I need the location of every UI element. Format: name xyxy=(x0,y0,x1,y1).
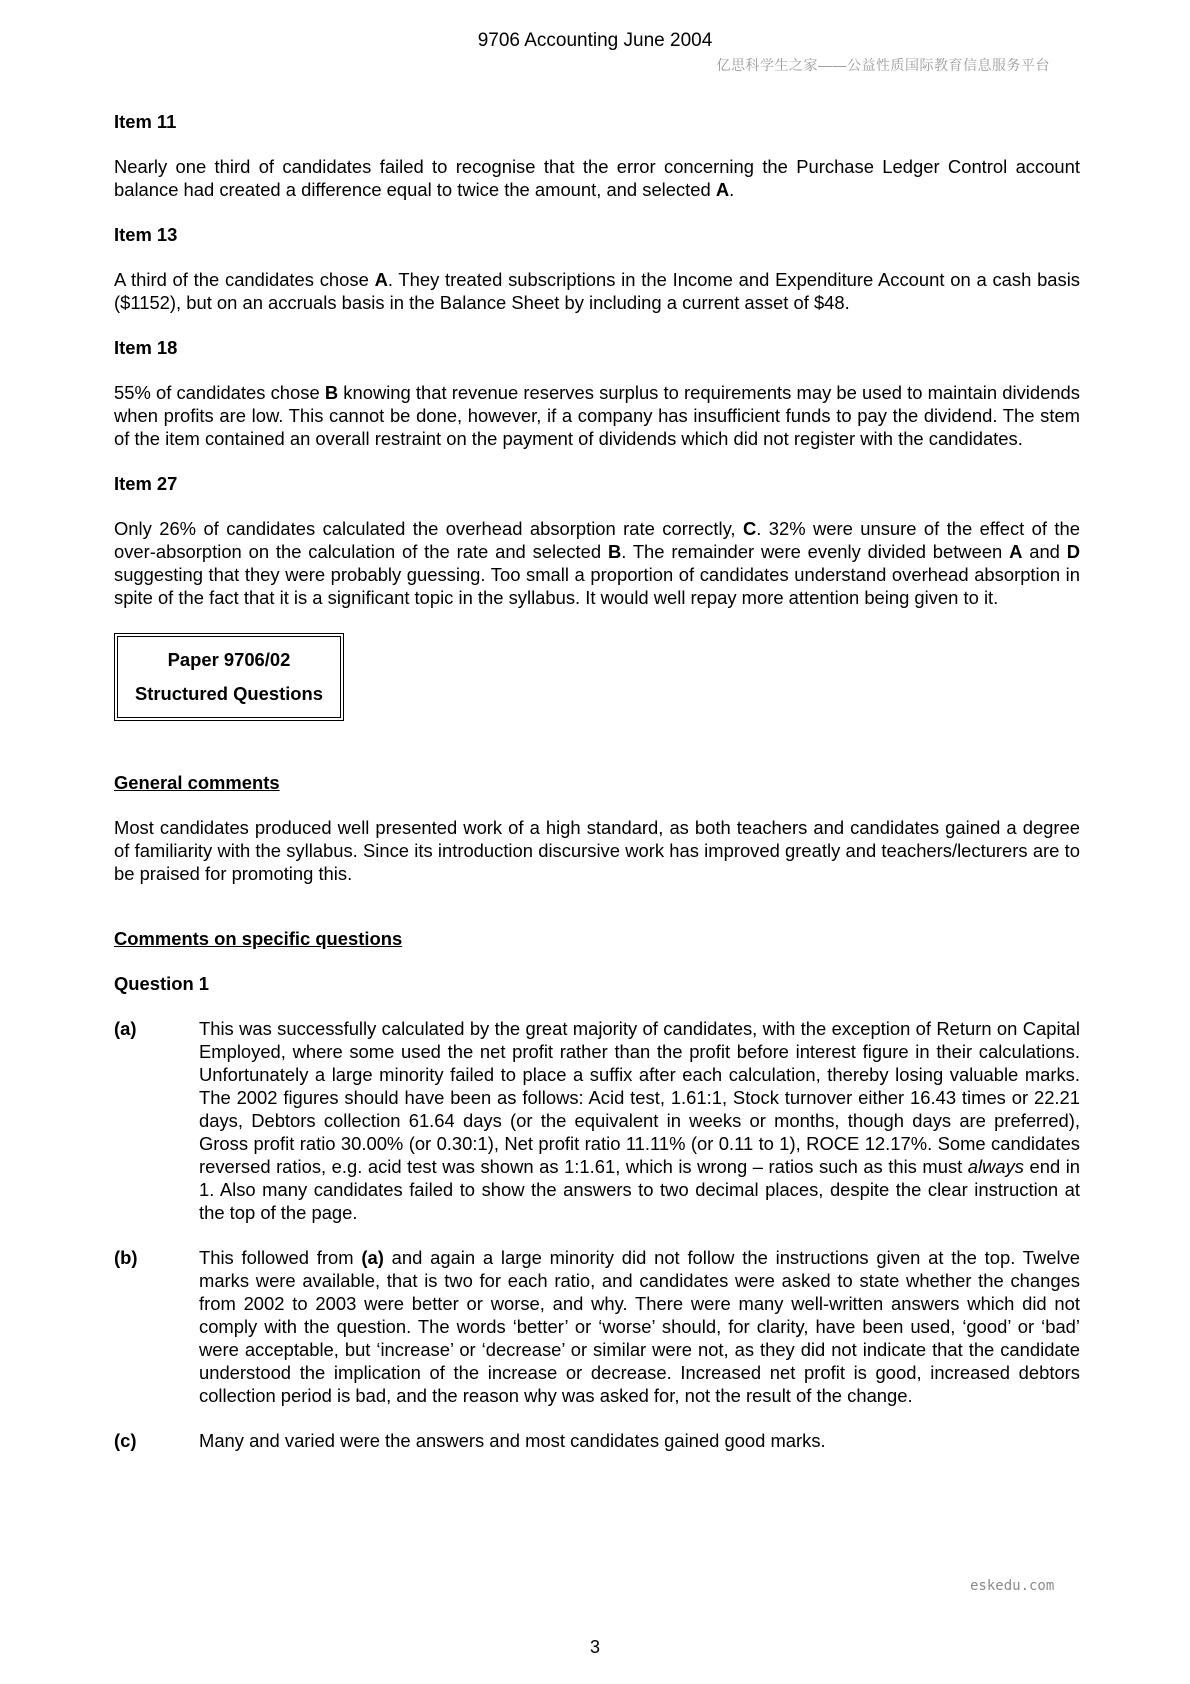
page-header-subtitle: 亿思科学生之家——公益性质国际教育信息服务平台 xyxy=(716,57,1050,73)
document-body xyxy=(114,110,1080,1474)
part-label: (b) xyxy=(114,1247,138,1268)
item-text: Nearly one third of candidates failed to recognise that the error concerning the Purchase Ledger Control account balance had created a difference equal to twice the amount, and selected A. xyxy=(114,156,1080,200)
general-comments-heading: General comments xyxy=(114,772,280,793)
paper-title-box xyxy=(114,633,344,721)
item-heading: Item 18 xyxy=(114,337,178,358)
part-label: (c) xyxy=(114,1430,137,1451)
specific-comments-heading: Comments on specific questions xyxy=(114,928,403,949)
item-heading: Item 11 xyxy=(114,111,177,132)
general-comments-text: Most candidates produced well presented work of a high standard, as both teachers and candidates gained a degree of familiarity with the syllabus. Since its introduction discursive work has improved greatly and teachers/lecturers are to be praised for promoting this. xyxy=(114,817,1080,884)
question-part-b xyxy=(114,1246,1080,1407)
paper-box-wrapper xyxy=(114,633,1080,721)
part-text: This followed from (a) and again a large minority did not follow the instructions given at the top. Twelve marks were available, that is two for each ratio, and candidates were asked to state whether the changes from 2002 to 2003 were better or worse, and why. There were many well-written answers which did not comply with the question. The words ‘better’ or ‘worse’ should, for clarity, have been used, ‘good’ or ‘bad’ were acceptable, but ‘increase’ or ‘decrease’ or similar were not, as they did not indicate that the candidate understood the implication of the increase or decrease. Increased net profit is good, increased debtors collection period is bad, and the reason why was asked for, not the result of the change. xyxy=(199,1247,1081,1406)
item-heading: Item 27 xyxy=(114,473,178,494)
paper-name: Structured Questions xyxy=(134,683,324,704)
paper-code: Paper 9706/02 xyxy=(167,649,291,670)
item-text: A third of the candidates chose A. They treated subscriptions in the Income and Expenditure Account on a cash basis ($1152), but on an accruals basis in the Balance Sheet by including a current asset of $48. xyxy=(114,269,1080,313)
part-text: Many and varied were the answers and most candidates gained good marks. xyxy=(199,1430,826,1451)
item-heading: Item 13 xyxy=(114,224,178,245)
item-text: Only 26% of candidates calculated the overhead absorption rate correctly, C. 32% were unsure of the effect of the over-absorption on the calculation of the rate and selected B. The remainder were evenly divided between A and D suggesting that they were probably guessing. Too small a proportion of candidates understand overhead absorption in spite of the fact that it is a significant topic in the syllabus. It would well repay more attention being given to it. xyxy=(114,518,1081,608)
item-27-section xyxy=(114,472,1080,609)
question-part-a xyxy=(114,1017,1080,1224)
question-part-c xyxy=(114,1429,1080,1452)
item-18-section xyxy=(114,336,1080,450)
part-text: This was successfully calculated by the great majority of candidates, with the exception of Return on Capital Employed, where some used the net profit rather than the profit before interest figure in their calculations. Unfortunately a large minority failed to place a suffix after each calculation, thereby losing valuable marks. The 2002 figures should have been as follows: Acid test, 1.61:1, Stock turnover either 16.43 times or 22.21 days, Debtors collection 61.64 days (or the equivalent in weeks or months, though days are preferred), Gross profit ratio 30.00% (or 0.30:1), Net profit ratio 11.11% (or 0.11 to 1), ROCE 12.17%. Some candidates reversed ratios, e.g. acid test was shown as 1:1.61, which is wrong – ratios such as this must always end in 1. Also many candidates failed to show the answers to two decimal places, despite the clear instruction at the top of the page. xyxy=(199,1018,1081,1223)
item-11-section xyxy=(114,110,1080,201)
item-13-section xyxy=(114,223,1080,314)
page-header-title: 9706 Accounting June 2004 xyxy=(477,30,713,51)
item-text: 55% of candidates chose B knowing that revenue reserves surplus to requirements may be used to maintain dividends when profits are low. This cannot be done, however, if a company has insufficient funds to pay the dividend. The stem of the item contained an overall restraint on the payment of dividends which did not register with the candidates. xyxy=(114,382,1080,449)
part-label: (a) xyxy=(114,1018,137,1039)
page-number: 3 xyxy=(589,1637,600,1657)
footer-brand: eskedu.com xyxy=(970,1578,1055,1594)
question-1-heading: Question 1 xyxy=(114,973,210,994)
